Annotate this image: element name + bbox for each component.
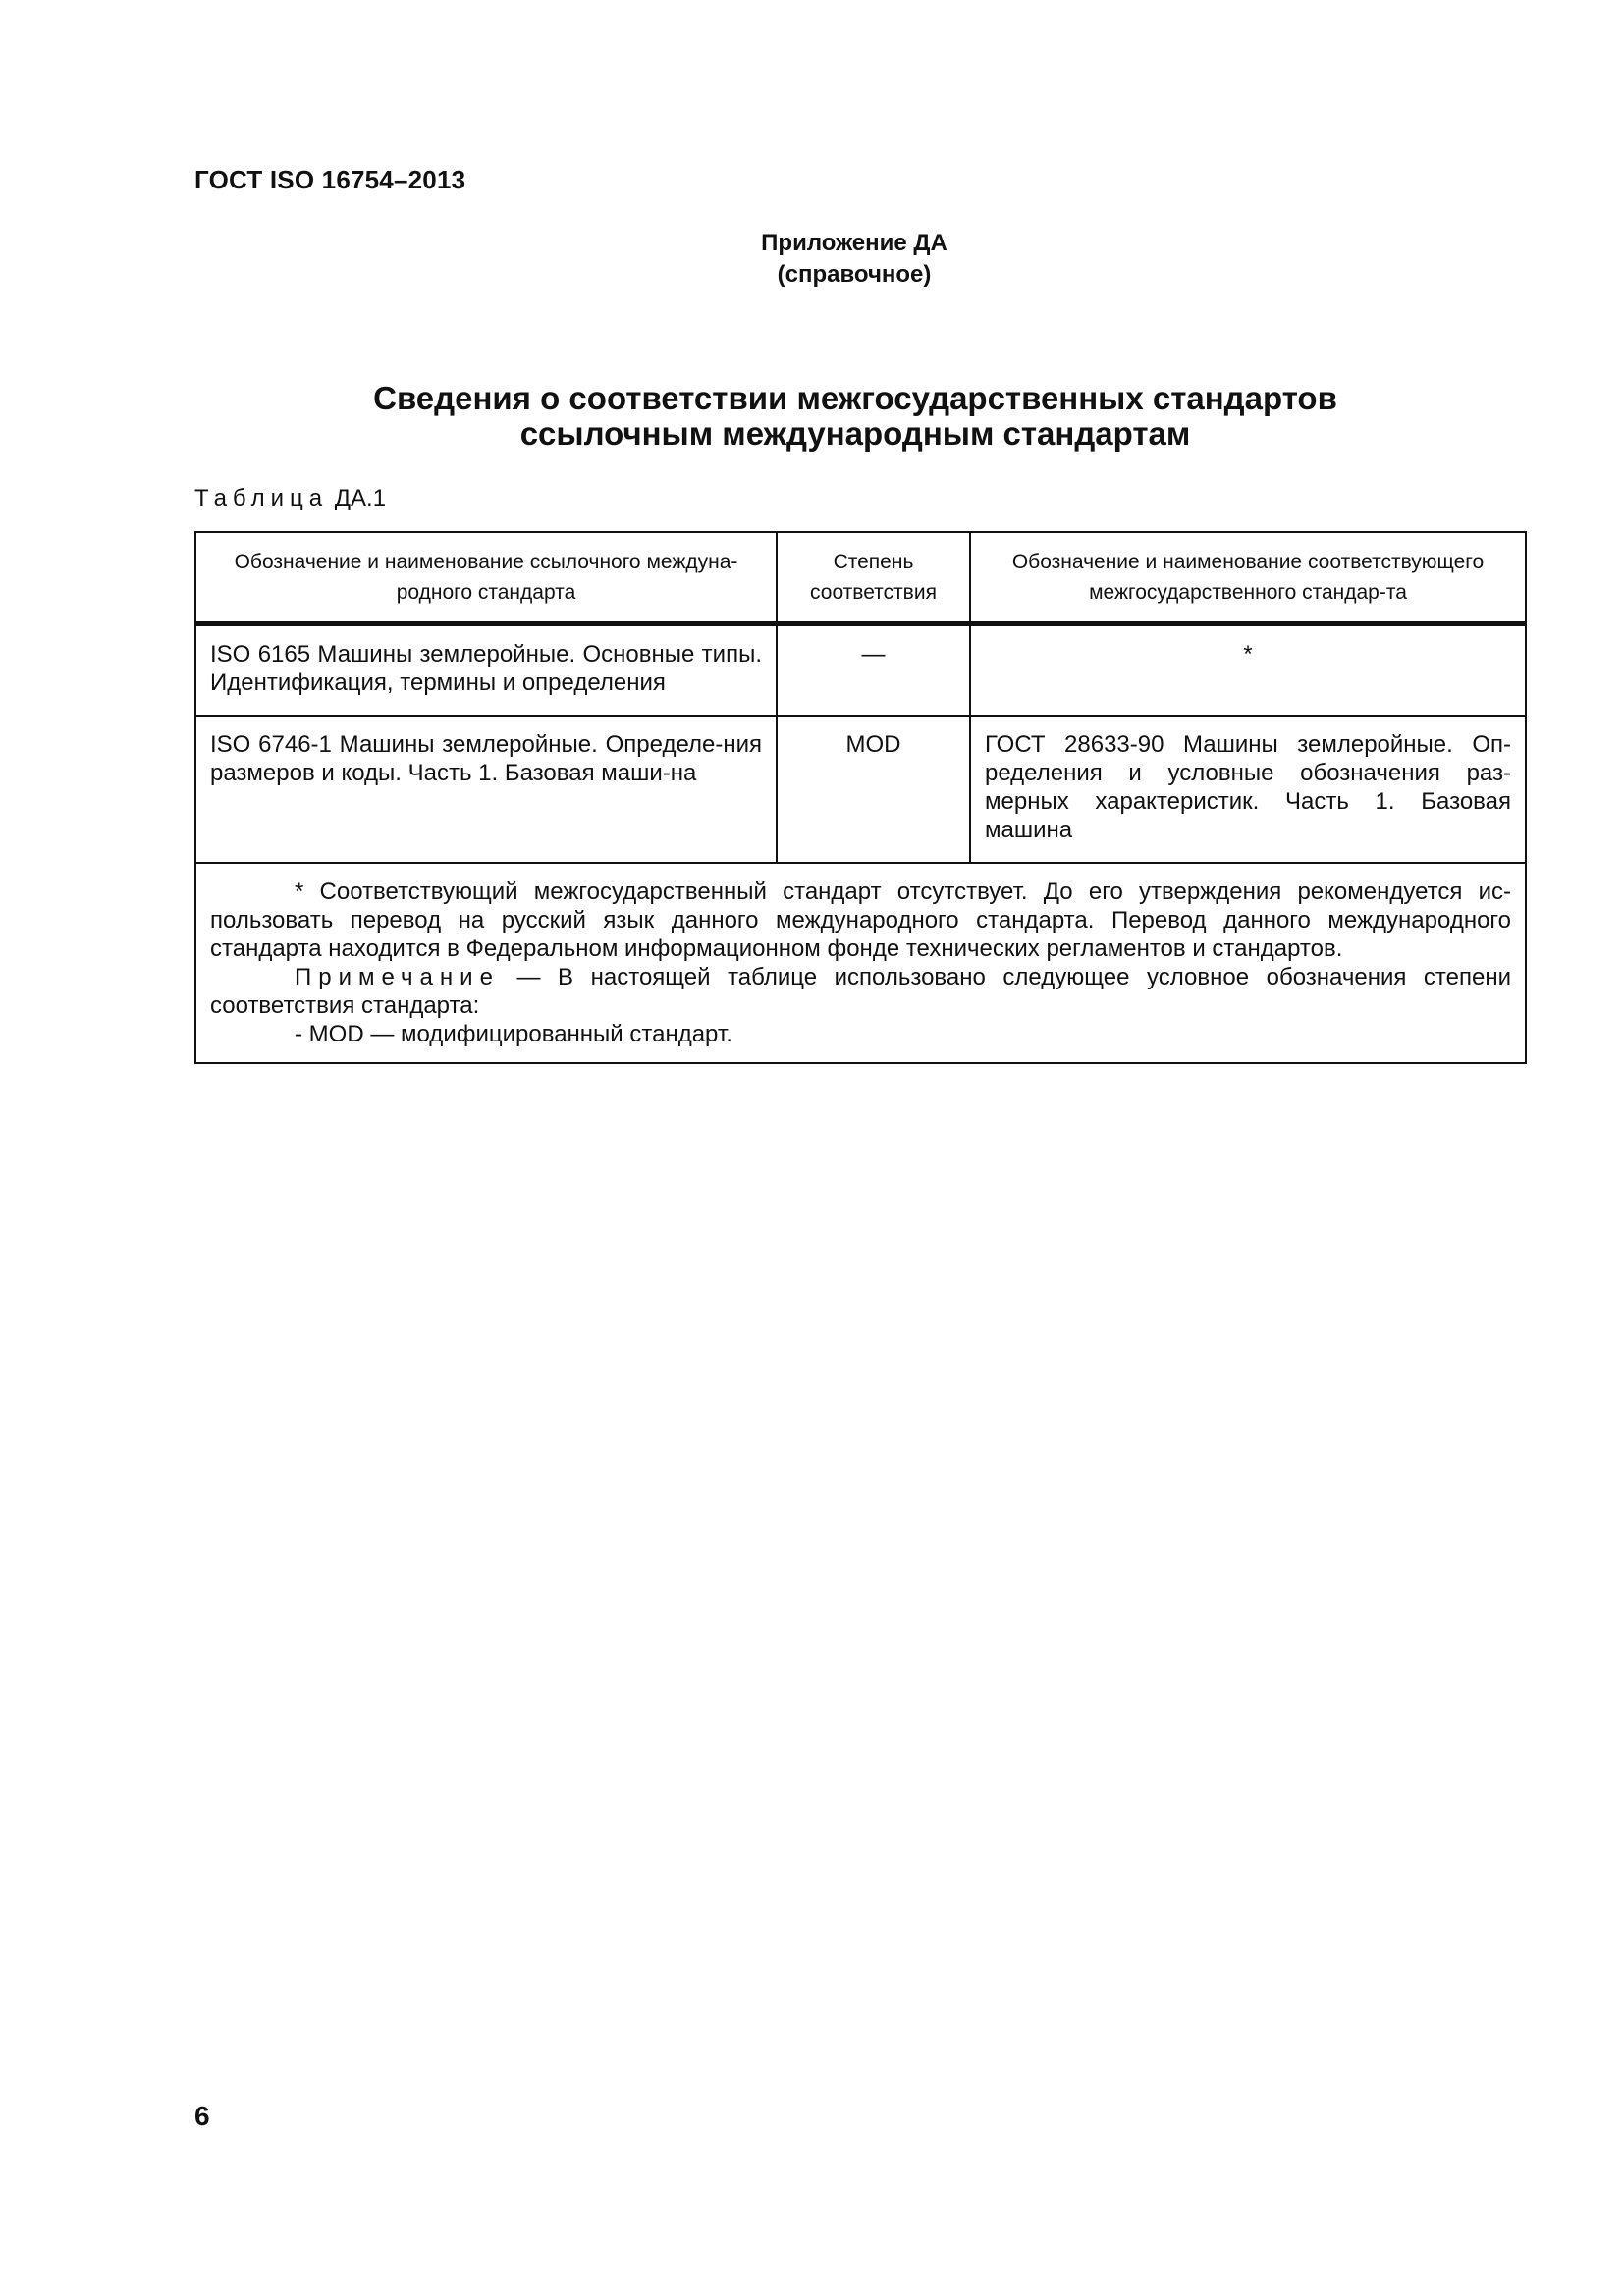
cell-interstate: * [970,624,1526,717]
appendix-kind: (справочное) [777,261,932,288]
note-item: - MOD — модифицированный стандарт. [295,1021,732,1047]
cell-degree: MOD [777,716,970,863]
correspondence-table [194,531,1527,1064]
appendix-heading [687,228,1021,291]
page-number: 6 [194,2101,210,2131]
title-line-1: Сведения о соответствии межгосударственных стандартов [373,380,1337,416]
note-label: Примечание [295,964,500,990]
table-caption [194,485,386,512]
cell-interstate: ГОСТ 28633-90 Машины землеройные. Оп-ределения и условные обозначения раз-мерных характеристик. Часть 1. Базовая машина [970,716,1526,863]
table-header-row [195,532,1526,624]
note-text: — В настоящей таблице использовано следующее условное обозначения степени соответствия стандарта: [210,964,1511,1019]
title-line-2: ссылочным международным стандартам [519,415,1191,452]
table-row [195,624,1526,717]
note-paragraph [210,963,1511,1020]
document-code: ГОСТ ISO 16754–2013 [194,165,466,194]
table-caption-number: ДА.1 [334,485,387,511]
footnote-text: * Соответствующий межгосударственный стандарт отсутствует. До его утверждения рекомендуется ис-пользовать перевод на русский язык данного международного стандарта. Перевод данного международного стандарта находится в Федеральном информационном фонде технических регламентов и стандартов. [210,879,1511,962]
table-row [195,716,1526,863]
header-international-standard: Обозначение и наименование ссылочного междуна-родного стандарта [195,532,777,624]
cell-international: ISO 6165 Машины землеройные. Основные типы. Идентификация, термины и определения [195,624,777,717]
page-title [194,381,1516,452]
table-notes-row [195,863,1526,1063]
cell-degree: — [777,624,970,717]
table-caption-prefix: Таблица [194,485,329,511]
appendix-label: Приложение ДА [761,230,947,256]
cell-international: ISO 6746-1 Машины землеройные. Определе-ния размеров и коды. Часть 1. Базовая маши-на [195,716,777,863]
table-notes-cell [195,863,1526,1063]
header-degree: Степень соответствия [777,532,970,624]
header-interstate-standard: Обозначение и наименование соответствующего межгосударственного стандар-та [970,532,1526,624]
